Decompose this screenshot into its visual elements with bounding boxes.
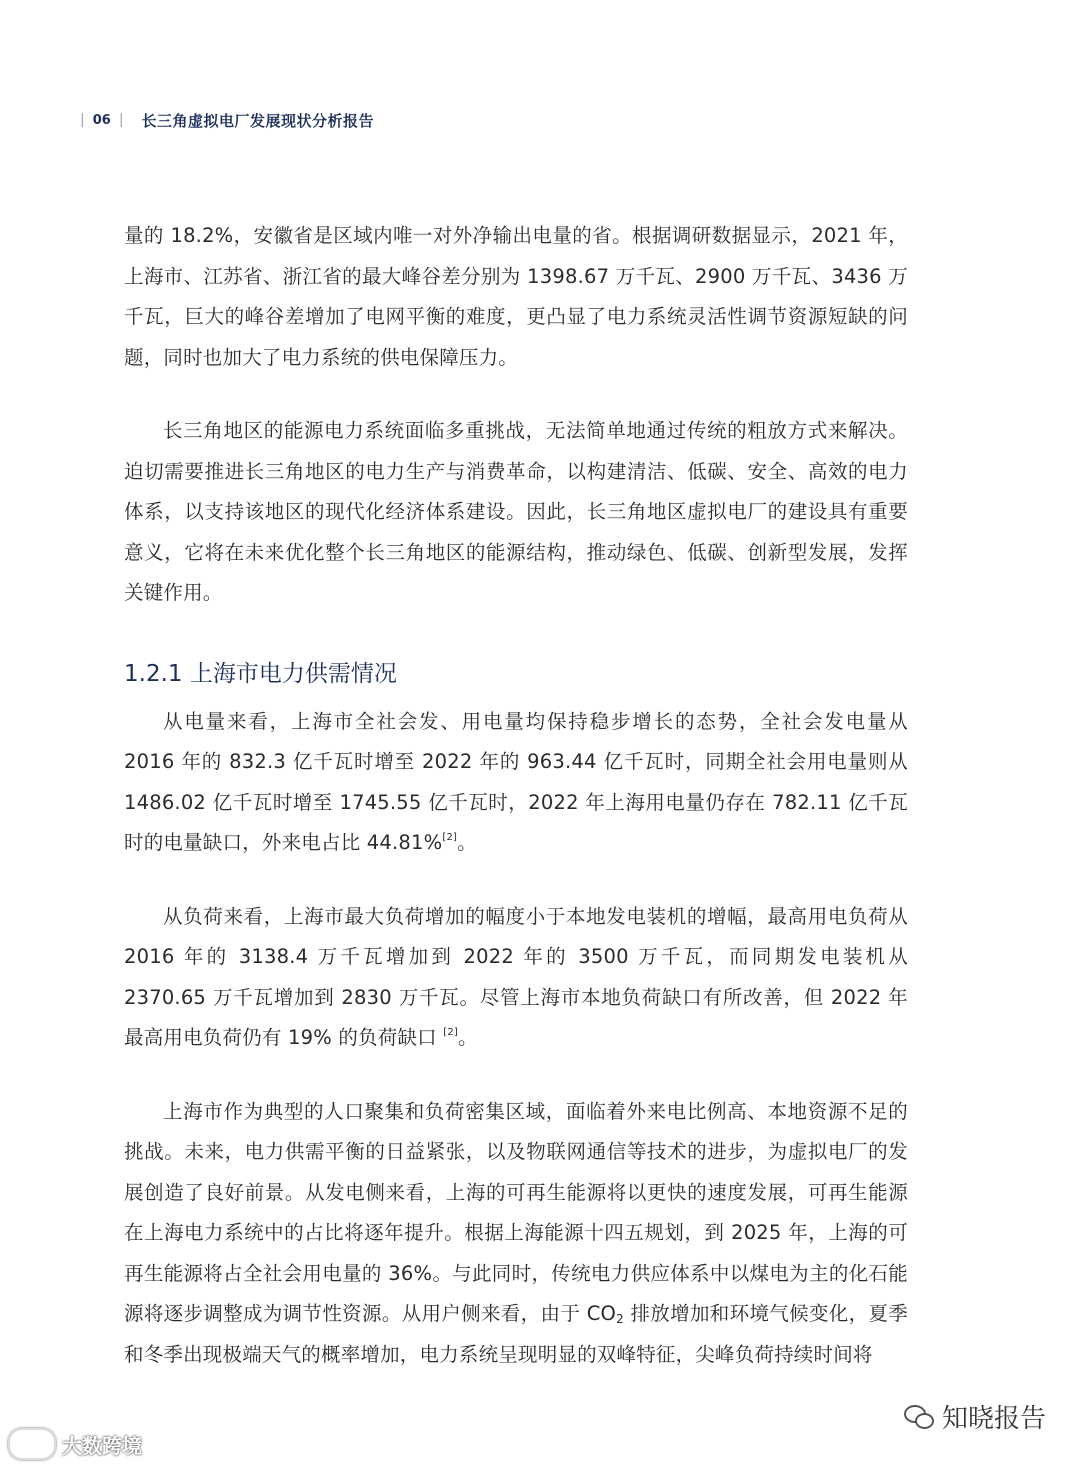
citation-ref: [2]	[443, 1027, 459, 1038]
citation-ref: [2]	[442, 832, 458, 843]
header-divider: |	[80, 112, 85, 128]
paragraph-load: 从负荷来看，上海市最大负荷增加的幅度小于本地发电装机的增幅，最高用电负荷从 2016 年的 3138.4 万千瓦增加到 2022 年的 3500 万千瓦，而同期发电装机从 2370.65 万千瓦增加到 2830 万千瓦。尽管上海市本地负荷缺口有所改善，但 2022 年最高用电负荷仍有 19% 的负荷缺口 [2]。	[124, 904, 908, 1049]
paragraph-electricity: 从电量来看，上海市全社会发、用电量均保持稳步增长的态势，全社会发电量从 2016 年的 832.3 亿千瓦时增至 2022 年的 963.44 亿千瓦时，同期全社会用电量则从 1486.02 亿千瓦时增至 1745.55 亿千瓦时，2022 年上海用电量仍存在 782.11 亿千瓦时的电量缺口，外来电占比 44.81%[2]。	[124, 709, 908, 854]
header-divider: |	[118, 112, 124, 128]
page-number: 06	[92, 112, 111, 128]
paragraph-challenges: 长三角地区的能源电力系统面临多重挑战，无法简单地通过传统的粗放方式来解决。迫切需要推进长三角地区的电力生产与消费革命，以构建清洁、低碳、安全、高效的电力体系，以支持该地区的现代化经济体系建设。因此，长三角地区虚拟电厂的建设具有重要意义，它将在未来优化整个长三角地区的能源结构，推动绿色、低碳、创新型发展，发挥关键作用。	[124, 419, 908, 604]
watermark-logo-icon	[8, 1428, 56, 1460]
report-title: 长三角虚拟电厂发展现状分析报告	[141, 111, 375, 130]
paragraph-continuation: 量的 18.2%，安徽省是区域内唯一对外净输出电量的省。根据调研数据显示，2021 年，上海市、江苏省、浙江省的最大峰谷差分别为 1398.67 万千瓦、2900 万千瓦、3436 万千瓦，巨大的峰谷差增加了电网平衡的难度，更凸显了电力系统灵活性调节资源短缺的问题，同时也加大了电力系统的供电保障压力。	[124, 224, 908, 369]
watermark-right: 知晓报告	[904, 1398, 1046, 1435]
section-heading: 1.2.1 上海市电力供需情况	[124, 660, 397, 687]
paragraph-outlook: 上海市作为典型的人口聚集和负荷密集区域，面临着外来电比例高、本地资源不足的挑战。未来，电力供需平衡的日益紧张，以及物联网通信等技术的进步，为虚拟电厂的发展创造了良好前景。从发电侧来看，上海的可再生能源将以更快的速度发展，可再生能源在上海电力系统中的占比将逐年提升。根据上海能源十四五规划，到 2025 年，上海的可再生能源将占全社会用电量的 36%。与此同时，传统电力供应体系中以煤电为主的化石能源将逐步调整成为调节性资源。从用户侧来看，由于 $CO_2$ 排放增加和环境气候变化，夏季和冬季出现极端天气的概率增加，电力系统呈现明显的双峰特征，尖峰负荷持续时间将	[124, 1099, 908, 1366]
wechat-icon	[904, 1405, 934, 1429]
watermark-left: 大数跨境	[8, 1428, 142, 1460]
page-header	[80, 105, 374, 135]
document-body	[124, 216, 908, 1375]
